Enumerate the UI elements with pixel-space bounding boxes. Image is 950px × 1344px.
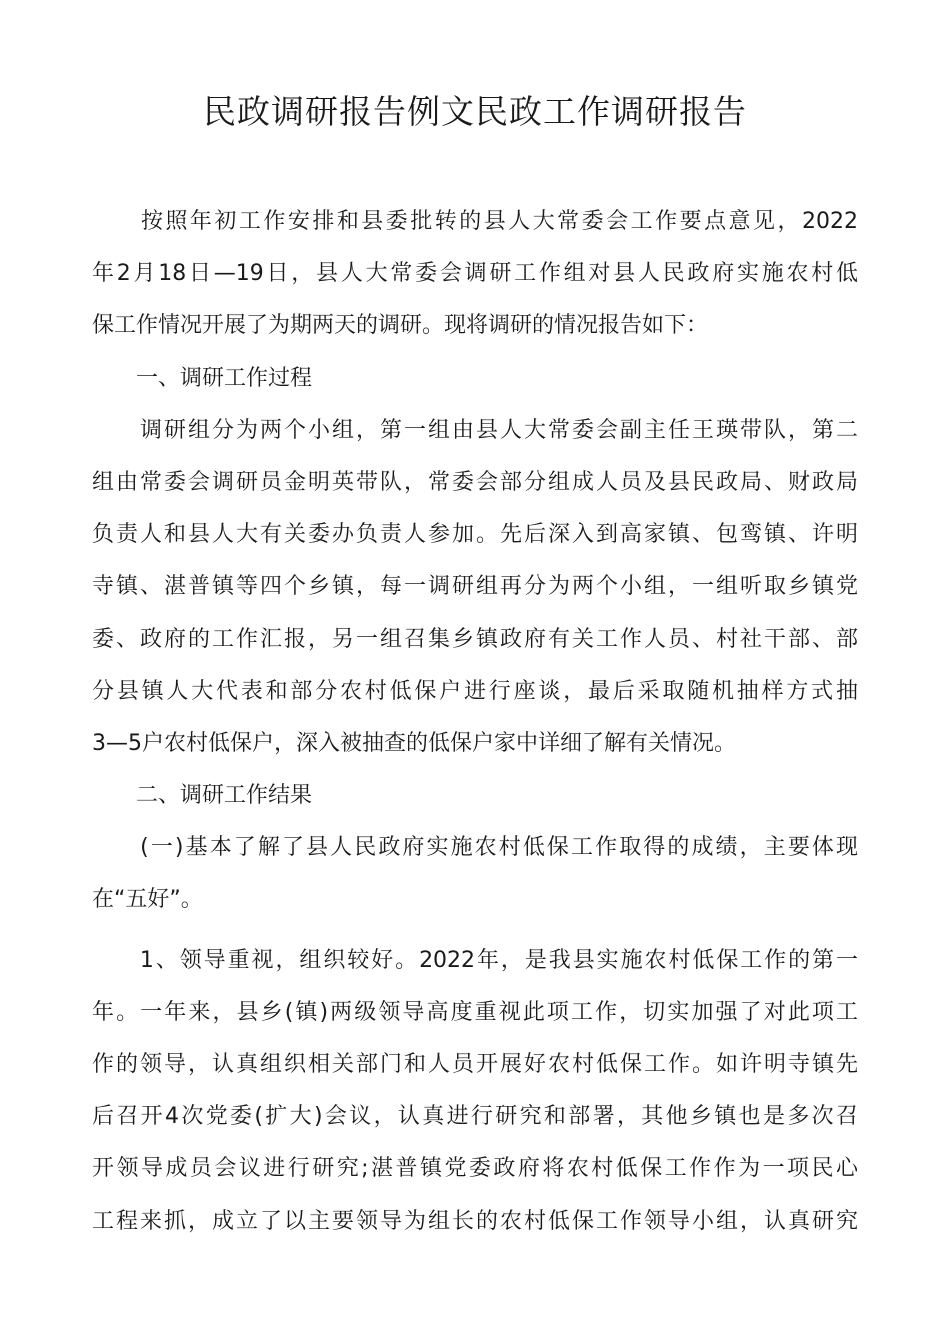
section-heading: 二、调研工作结果 — [92, 783, 313, 809]
paragraph-line: 开领导成员会议进行研究;湛普镇党委政府将农村低保工作作为一项民心 — [92, 1156, 858, 1182]
document-title: 民政调研报告例文民政工作调研报告 — [203, 92, 747, 131]
paragraph-line: 分县镇人大代表和部分农村低保户进行座谈，最后采取随机抽样方式抽 — [92, 678, 858, 704]
paragraph-line: 后召开4次党委(扩大)会议，认真进行研究和部署，其他乡镇也是多次召 — [92, 1104, 858, 1130]
paragraph-line: 作的领导，认真组织相关部门和人员开展好农村低保工作。如许明寺镇先 — [92, 1052, 858, 1077]
paragraph-line: 工程来抓，成立了以主要领导为组长的农村低保工作领导小组，认真研究 — [92, 1208, 858, 1234]
paragraph-line: 3—5户农村低保户，深入被抽查的低保户家中详细了解有关情况。 — [92, 730, 736, 756]
paragraph-line: 年2月18日—19日，县人大常委会调研工作组对县人民政府实施农村低 — [92, 261, 858, 287]
paragraph-line: 负责人和县人大有关委办负责人参加。先后深入到高家镇、包鸾镇、许明 — [92, 522, 858, 548]
paragraph-line: (一)基本了解了县人民政府实施农村低保工作取得的成绩，主要体现 — [92, 835, 858, 861]
paragraph-line: 按照年初工作安排和县委批转的县人大常委会工作要点意见，2022 — [92, 209, 858, 234]
paragraph-line: 保工作情况开展了为期两天的调研。现将调研的情况报告如下： — [92, 313, 709, 339]
paragraph-line: 组由常委会调研员金明英带队，常委会部分组成人员及县民政局、财政局 — [92, 469, 858, 495]
paragraph-line: 年。一年来，县乡(镇)两级领导高度重视此项工作，切实加强了对此项工 — [92, 999, 858, 1025]
paragraph-line: 在“五好”。 — [92, 887, 203, 913]
paragraph-line: 寺镇、湛普镇等四个乡镇，每一调研组再分为两个小组，一组听取乡镇党 — [92, 574, 858, 600]
paragraph-line: 委、政府的工作汇报，另一组召集乡镇政府有关工作人员、村社干部、部 — [92, 626, 858, 652]
paragraph-line: 调研组分为两个小组，第一组由县人大常委会副主任王瑛带队，第二 — [92, 417, 858, 443]
document-body — [92, 196, 858, 1248]
section-heading: 一、调研工作过程 — [92, 365, 313, 391]
paragraph-line: 1、领导重视，组织较好。2022年，是我县实施农村低保工作的第一 — [92, 947, 858, 973]
